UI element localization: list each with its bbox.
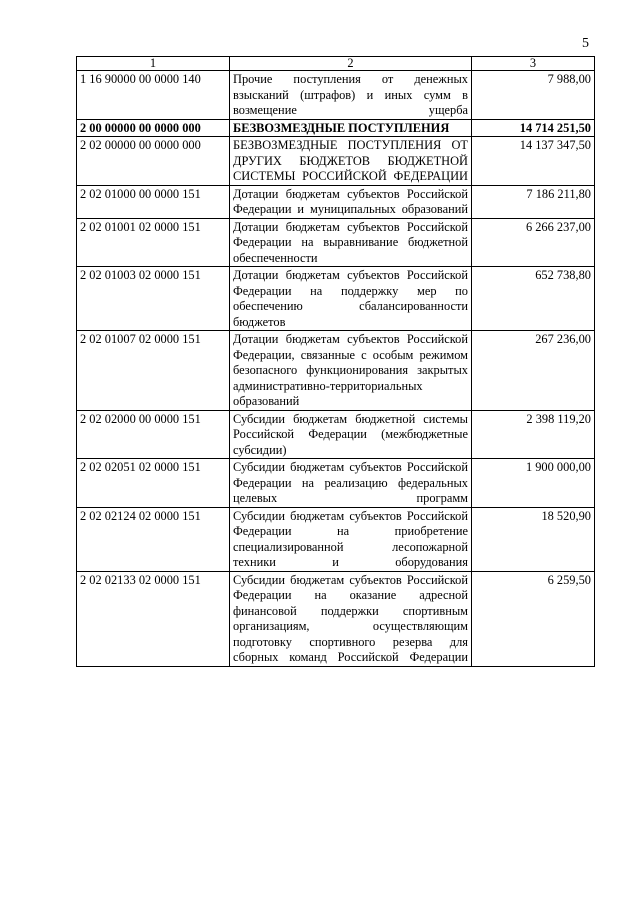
code-cell: 2 02 01007 02 0000 151 <box>77 331 230 411</box>
code-cell: 1 16 90000 00 0000 140 <box>77 71 230 120</box>
code-cell: 2 00 00000 00 0000 000 <box>77 119 230 137</box>
table-row <box>77 410 595 459</box>
amount-cell: 267 236,00 <box>472 331 595 411</box>
amount-cell: 14 714 251,50 <box>472 119 595 137</box>
code-cell: 2 02 02133 02 0000 151 <box>77 571 230 666</box>
table-row <box>77 119 595 137</box>
amount-cell: 1 900 000,00 <box>472 459 595 508</box>
amount-cell: 6 266 237,00 <box>472 218 595 267</box>
code-cell: 2 02 01003 02 0000 151 <box>77 267 230 331</box>
amount-cell: 6 259,50 <box>472 571 595 666</box>
name-cell: Прочие поступления от денежных взысканий (штрафов) и иных сумм в возмещение ущерба <box>230 71 472 120</box>
column-header-amount: 3 <box>472 57 595 71</box>
code-cell: 2 02 02124 02 0000 151 <box>77 507 230 571</box>
code-cell: 2 02 00000 00 0000 000 <box>77 137 230 186</box>
code-cell: 2 02 01001 02 0000 151 <box>77 218 230 267</box>
table-row <box>77 459 595 508</box>
table-row <box>77 507 595 571</box>
table-row <box>77 267 595 331</box>
name-cell: Субсидии бюджетам субъектов Российской Федерации на приобретение специализированной лесопожарной техники и оборудования <box>230 507 472 571</box>
amount-cell: 2 398 119,20 <box>472 410 595 459</box>
name-cell: Субсидии бюджетам бюджетной системы Российской Федерации (межбюджетные субсидии) <box>230 410 472 459</box>
page-number: 5 <box>582 36 589 51</box>
code-cell: 2 02 02051 02 0000 151 <box>77 459 230 508</box>
name-cell: Субсидии бюджетам субъектов Российской Федерации на оказание адресной финансовой поддержки спортивным организациям, осуществляющим подготовку спортивного резерва для сборных команд Российской Федерации <box>230 571 472 666</box>
table-row <box>77 185 595 218</box>
amount-cell: 652 738,80 <box>472 267 595 331</box>
table-row <box>77 571 595 666</box>
budget-revenue-table <box>76 56 595 667</box>
table-row <box>77 331 595 411</box>
name-cell: Дотации бюджетам субъектов Российской Федерации и муниципальных образований <box>230 185 472 218</box>
table-header-row <box>77 57 595 71</box>
name-cell: Дотации бюджетам субъектов Российской Федерации, связанные с особым режимом безопасного функционирования закрытых административно-территориальных образований <box>230 331 472 411</box>
amount-cell: 7 988,00 <box>472 71 595 120</box>
table-row <box>77 137 595 186</box>
name-cell: БЕЗВОЗМЕЗДНЫЕ ПОСТУПЛЕНИЯ <box>230 119 472 137</box>
code-cell: 2 02 01000 00 0000 151 <box>77 185 230 218</box>
amount-cell: 14 137 347,50 <box>472 137 595 186</box>
amount-cell: 18 520,90 <box>472 507 595 571</box>
name-cell: БЕЗВОЗМЕЗДНЫЕ ПОСТУПЛЕНИЯ ОТ ДРУГИХ БЮДЖЕТОВ БЮДЖЕТНОЙ СИСТЕМЫ РОССИЙСКОЙ ФЕДЕРАЦИИ <box>230 137 472 186</box>
code-cell: 2 02 02000 00 0000 151 <box>77 410 230 459</box>
column-header-name: 2 <box>230 57 472 71</box>
name-cell: Дотации бюджетам субъектов Российской Федерации на выравнивание бюджетной обеспеченности <box>230 218 472 267</box>
table-row <box>77 218 595 267</box>
name-cell: Субсидии бюджетам субъектов Российской Федерации на реализацию федеральных целевых программ <box>230 459 472 508</box>
name-cell: Дотации бюджетам субъектов Российской Федерации на поддержку мер по обеспечению сбалансированности бюджетов <box>230 267 472 331</box>
column-header-code: 1 <box>77 57 230 71</box>
amount-cell: 7 186 211,80 <box>472 185 595 218</box>
table-row <box>77 71 595 120</box>
